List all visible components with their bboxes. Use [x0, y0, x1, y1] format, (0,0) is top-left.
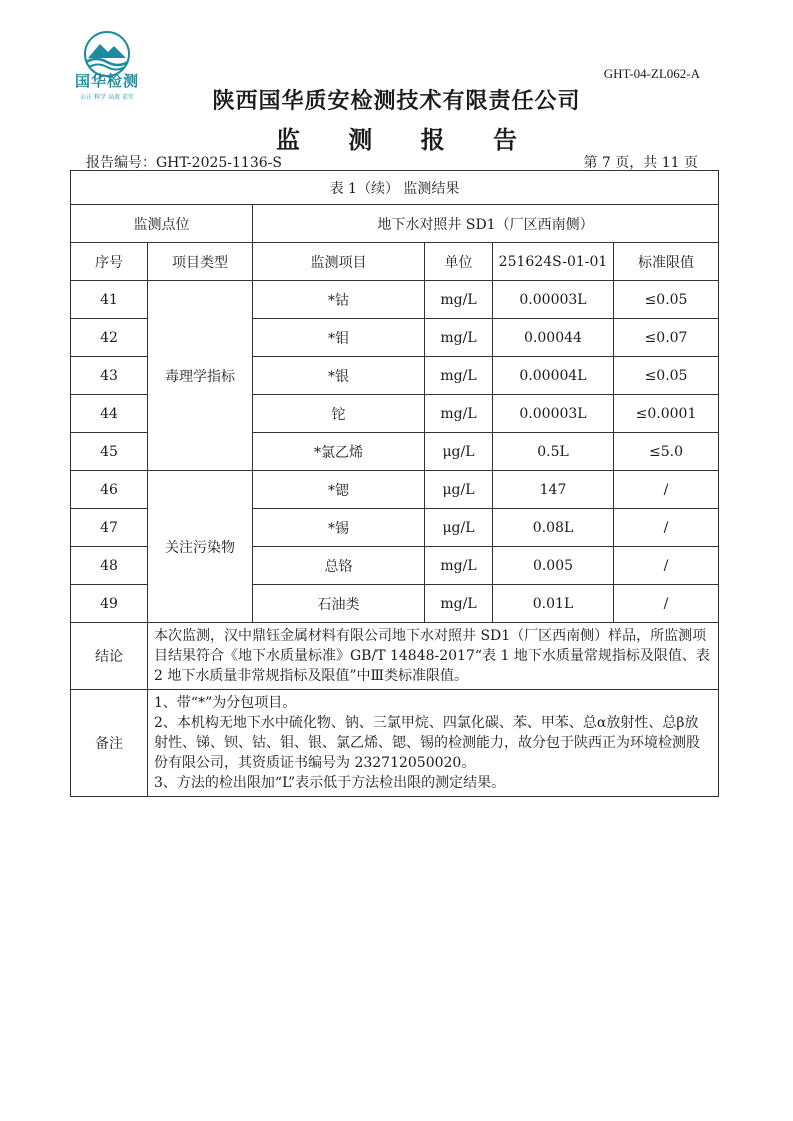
result-value: 0.08L	[493, 509, 614, 547]
row-number: 46	[71, 471, 148, 509]
conclusion-label: 结论	[71, 623, 148, 690]
item-type: 毒理学指标	[148, 281, 253, 471]
row-number: 43	[71, 357, 148, 395]
item-name: 总铬	[253, 547, 425, 585]
table-row	[71, 471, 719, 509]
unit: μg/L	[425, 471, 493, 509]
remark-item: 1、带“*”为分包项目。	[154, 695, 297, 711]
logo-slogan: 公正 科学 高效 求实	[80, 94, 134, 101]
document-code: GHT-04-ZL062-A	[603, 66, 700, 81]
remarks-block	[148, 690, 719, 797]
row-number: 48	[71, 547, 148, 585]
result-value: 0.5L	[493, 433, 614, 471]
item-name: *钴	[253, 281, 425, 319]
monitoring-point-label: 监测点位	[71, 205, 253, 243]
remark-item: 2、本机构无地下水中硫化物、钠、三氯甲烷、四氯化碳、苯、甲苯、总α放射性、总β放射性、锑、钡、钴、钼、银、氯乙烯、锶、锡的检测能力，故分包于陕西正为环境检测股份有限公司，其资质证书编号为 232712050020。	[154, 715, 700, 771]
header-cell: 项目类型	[148, 243, 253, 281]
results-table	[70, 170, 719, 797]
table-caption: 表 1（续） 监测结果	[71, 171, 719, 205]
item-name: *氯乙烯	[253, 433, 425, 471]
header-cell: 标准限值	[614, 243, 719, 281]
unit: mg/L	[425, 281, 493, 319]
item-name: *钼	[253, 319, 425, 357]
unit: mg/L	[425, 395, 493, 433]
result-value: 0.00003L	[493, 281, 614, 319]
item-name: 石油类	[253, 585, 425, 623]
result-value: 0.00004L	[493, 357, 614, 395]
unit: mg/L	[425, 319, 493, 357]
item-name: *锡	[253, 509, 425, 547]
unit: μg/L	[425, 509, 493, 547]
monitoring-point-value: 地下水对照井 SD1（厂区西南侧）	[253, 205, 719, 243]
standard-limit: ≤0.05	[614, 281, 719, 319]
item-name: *银	[253, 357, 425, 395]
standard-limit: ≤0.05	[614, 357, 719, 395]
unit: mg/L	[425, 357, 493, 395]
header-cell: 251624S-01-01	[493, 243, 614, 281]
row-number: 44	[71, 395, 148, 433]
result-value: 147	[493, 471, 614, 509]
standard-limit: ≤0.07	[614, 319, 719, 357]
item-type: 关注污染物	[148, 471, 253, 623]
item-name: 铊	[253, 395, 425, 433]
header-cell: 序号	[71, 243, 148, 281]
page-title: 监 测 报 告	[275, 126, 538, 154]
header-cell: 单位	[425, 243, 493, 281]
header-cell: 监测项目	[253, 243, 425, 281]
row-number: 49	[71, 585, 148, 623]
table-row	[71, 281, 719, 319]
row-number: 42	[71, 319, 148, 357]
standard-limit: /	[614, 509, 719, 547]
result-value: 0.00044	[493, 319, 614, 357]
result-value: 0.01L	[493, 585, 614, 623]
result-value: 0.005	[493, 547, 614, 585]
conclusion-text: 本次监测，汉中鼎钰金属材料有限公司地下水对照井 SD1（厂区西南侧）样品，所监测项目结果符合《地下水质量标准》GB/T 14848-2017“表 1 地下水质量常规指标及限值、表 2 地下水质量非常规指标及限值”中Ⅲ类标准限值。	[148, 623, 719, 690]
page-indicator: 第 7 页，共 11 页	[583, 155, 698, 171]
report-number: 报告编号：GHT-2025-1136-S	[86, 155, 282, 171]
standard-limit: /	[614, 547, 719, 585]
row-number: 47	[71, 509, 148, 547]
remarks-label: 备注	[71, 690, 148, 797]
unit: μg/L	[425, 433, 493, 471]
standard-limit: ≤0.0001	[614, 395, 719, 433]
logo-name: 国华检测	[74, 72, 139, 90]
remark-item: 3、方法的检出限加“L”表示低于方法检出限的测定结果。	[154, 775, 506, 791]
standard-limit: ≤5.0	[614, 433, 719, 471]
unit: mg/L	[425, 585, 493, 623]
company-name: 陕西国华质安检测技术有限责任公司	[212, 89, 581, 114]
row-number: 41	[71, 281, 148, 319]
item-name: *锶	[253, 471, 425, 509]
header-row	[71, 243, 719, 281]
standard-limit: /	[614, 471, 719, 509]
standard-limit: /	[614, 585, 719, 623]
result-value: 0.00003L	[493, 395, 614, 433]
row-number: 45	[71, 433, 148, 471]
unit: mg/L	[425, 547, 493, 585]
